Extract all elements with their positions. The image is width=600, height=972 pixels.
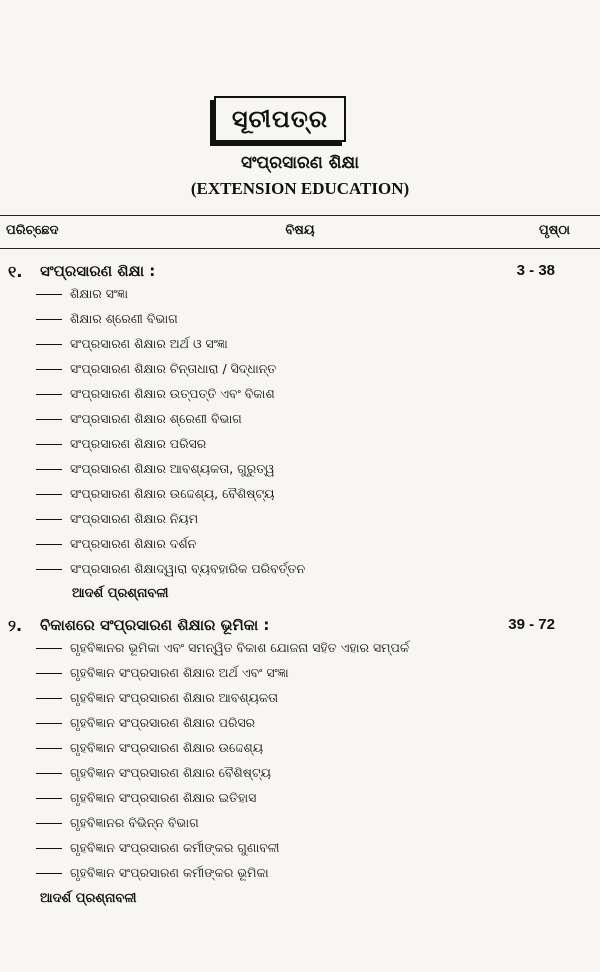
dash-marker (36, 519, 62, 520)
topic-item: ଶିକ୍ଷାର ସଂଜ୍ଞା (36, 286, 128, 302)
model-questions: ଆଦର୍ଶ ପ୍ରଶ୍ନାବଳୀ (40, 891, 137, 906)
dash-marker (36, 469, 62, 470)
dash-marker (36, 698, 62, 699)
topic-item: ଗୃହବିଜ୍ଞାନ ସଂପ୍ରସାରଣ ଶିକ୍ଷାର ଅର୍ଥ ଏବଂ ସଂଜ୍ଞା (36, 665, 289, 681)
topic-item: ଗୃହବିଜ୍ଞାନର ଭୂମିକା ଏବଂ ସମନ୍ୱିତ ବିକାଶ ଯୋଜନା ସହିତ ଏହାର ସମ୍ପର୍କ (36, 640, 409, 656)
topic-item: ସଂପ୍ରସାରଣ ଶିକ୍ଷାର ଦର୍ଶନ (36, 536, 196, 552)
chapter-number: ୧. (8, 262, 23, 281)
topic-item: ଗୃହବିଜ୍ଞାନ ସଂପ୍ରସାରଣ ଶିକ୍ଷାର ଇତିହାସ (36, 790, 256, 806)
header-top-rule (0, 215, 600, 216)
dash-marker (36, 848, 62, 849)
dash-marker (36, 494, 62, 495)
dash-marker (36, 294, 62, 295)
topic-item: ଗୃହବିଜ୍ଞାନ ସଂପ୍ରସାରଣ କର୍ମୀଙ୍କର ଭୂମିକା (36, 865, 269, 881)
contents-title: ସୂଚୀପତ୍ର (214, 96, 346, 142)
dash-marker (36, 344, 62, 345)
topic-item: ସଂପ୍ରସାରଣ ଶିକ୍ଷାର ପରିସର (36, 436, 206, 452)
topic-item: ସଂପ୍ରସାରଣ ଶିକ୍ଷାର ଶ୍ରେଣୀ ବିଭାଗ (36, 411, 242, 427)
dash-marker (36, 823, 62, 824)
column-header-page: ପୃଷ୍ଠା (539, 223, 570, 238)
topic-item: ସଂପ୍ରସାରଣ ଶିକ୍ଷାର ଚିନ୍ତାଧାରା / ସିଦ୍ଧାନ୍ତ (36, 361, 276, 377)
topic-item: ଗୃହବିଜ୍ଞାନ ସଂପ୍ରସାରଣ କର୍ମୀଙ୍କର ଗୁଣାବଳୀ (36, 840, 279, 856)
topic-item: ସଂପ୍ରସାରଣ ଶିକ୍ଷାର ନିୟମ (36, 511, 198, 527)
topic-item: ସଂପ୍ରସାରଣ ଶିକ୍ଷାଦ୍ୱାରା ବ୍ୟବହାରିକ ପରିବର୍ତ୍ତନ (36, 561, 305, 577)
chapter-pages: 3 - 38 (516, 262, 555, 279)
dash-marker (36, 773, 62, 774)
topic-item: ଗୃହବିଜ୍ଞାନ ସଂପ୍ରସାରଣ ଶିକ୍ଷାର ଆବଶ୍ୟକତା (36, 690, 278, 706)
dash-marker (36, 873, 62, 874)
dash-marker (36, 723, 62, 724)
column-header-subject: ବିଷୟ (285, 223, 315, 238)
dash-marker (36, 648, 62, 649)
column-header-chapter: ପରିଚ୍ଛେଦ (6, 223, 59, 238)
dash-marker (36, 569, 62, 570)
dash-marker (36, 419, 62, 420)
topic-item: ଗୃହବିଜ୍ଞାନ ସଂପ୍ରସାରଣ ଶିକ୍ଷାର ବୈଶିଷ୍ଟ୍ୟ (36, 765, 271, 781)
chapter-number: ୨. (8, 616, 23, 635)
subject-title-english: (EXTENSION EDUCATION) (190, 179, 410, 198)
topic-item: ଶିକ୍ଷାର ଶ୍ରେଣୀ ବିଭାଗ (36, 311, 178, 327)
chapter-title: ସଂପ୍ରସାରଣ ଶିକ୍ଷା : (40, 262, 156, 280)
topic-item: ଗୃହବିଜ୍ଞାନ ସଂପ୍ରସାରଣ ଶିକ୍ଷାର ଉଦ୍ଦେଶ୍ୟ (36, 740, 263, 756)
dash-marker (36, 394, 62, 395)
header-bottom-rule (0, 248, 600, 249)
dash-marker (36, 798, 62, 799)
chapter-title: ବିକାଶରେ ସଂପ୍ରସାରଣ ଶିକ୍ଷାର ଭୂମିକା : (40, 616, 270, 634)
topic-item: ସଂପ୍ରସାରଣ ଶିକ୍ଷାର ଉଦ୍ଦେଶ୍ୟ, ବୈଶିଷ୍ଟ୍ୟ (36, 486, 274, 502)
chapter-pages: 39 - 72 (508, 616, 555, 633)
topic-item: ଗୃହବିଜ୍ଞାନର ବିଭିନ୍ନ ବିଭାଗ (36, 815, 199, 831)
topic-item: ସଂପ୍ରସାରଣ ଶିକ୍ଷାର ଆବଶ୍ୟକତା, ଗୁରୁତ୍ୱ (36, 461, 275, 477)
topic-item: ଗୃହବିଜ୍ଞାନ ସଂପ୍ରସାରଣ ଶିକ୍ଷାର ପରିସର (36, 715, 255, 731)
dash-marker (36, 673, 62, 674)
dash-marker (36, 319, 62, 320)
dash-marker (36, 748, 62, 749)
topic-item: ସଂପ୍ରସାରଣ ଶିକ୍ଷାର ଅର୍ଥ ଓ ସଂଜ୍ଞା (36, 336, 228, 352)
model-questions: ଆଦର୍ଶ ପ୍ରଶ୍ନାବଳୀ (72, 586, 169, 601)
topic-item: ସଂପ୍ରସାରଣ ଶିକ୍ଷାର ଉତ୍ପତ୍ତି ଏବଂ ବିକାଶ (36, 386, 275, 402)
subject-title-oriya: ସଂପ୍ରସାରଣ ଶିକ୍ଷା (241, 153, 359, 173)
dash-marker (36, 444, 62, 445)
dash-marker (36, 369, 62, 370)
dash-marker (36, 544, 62, 545)
